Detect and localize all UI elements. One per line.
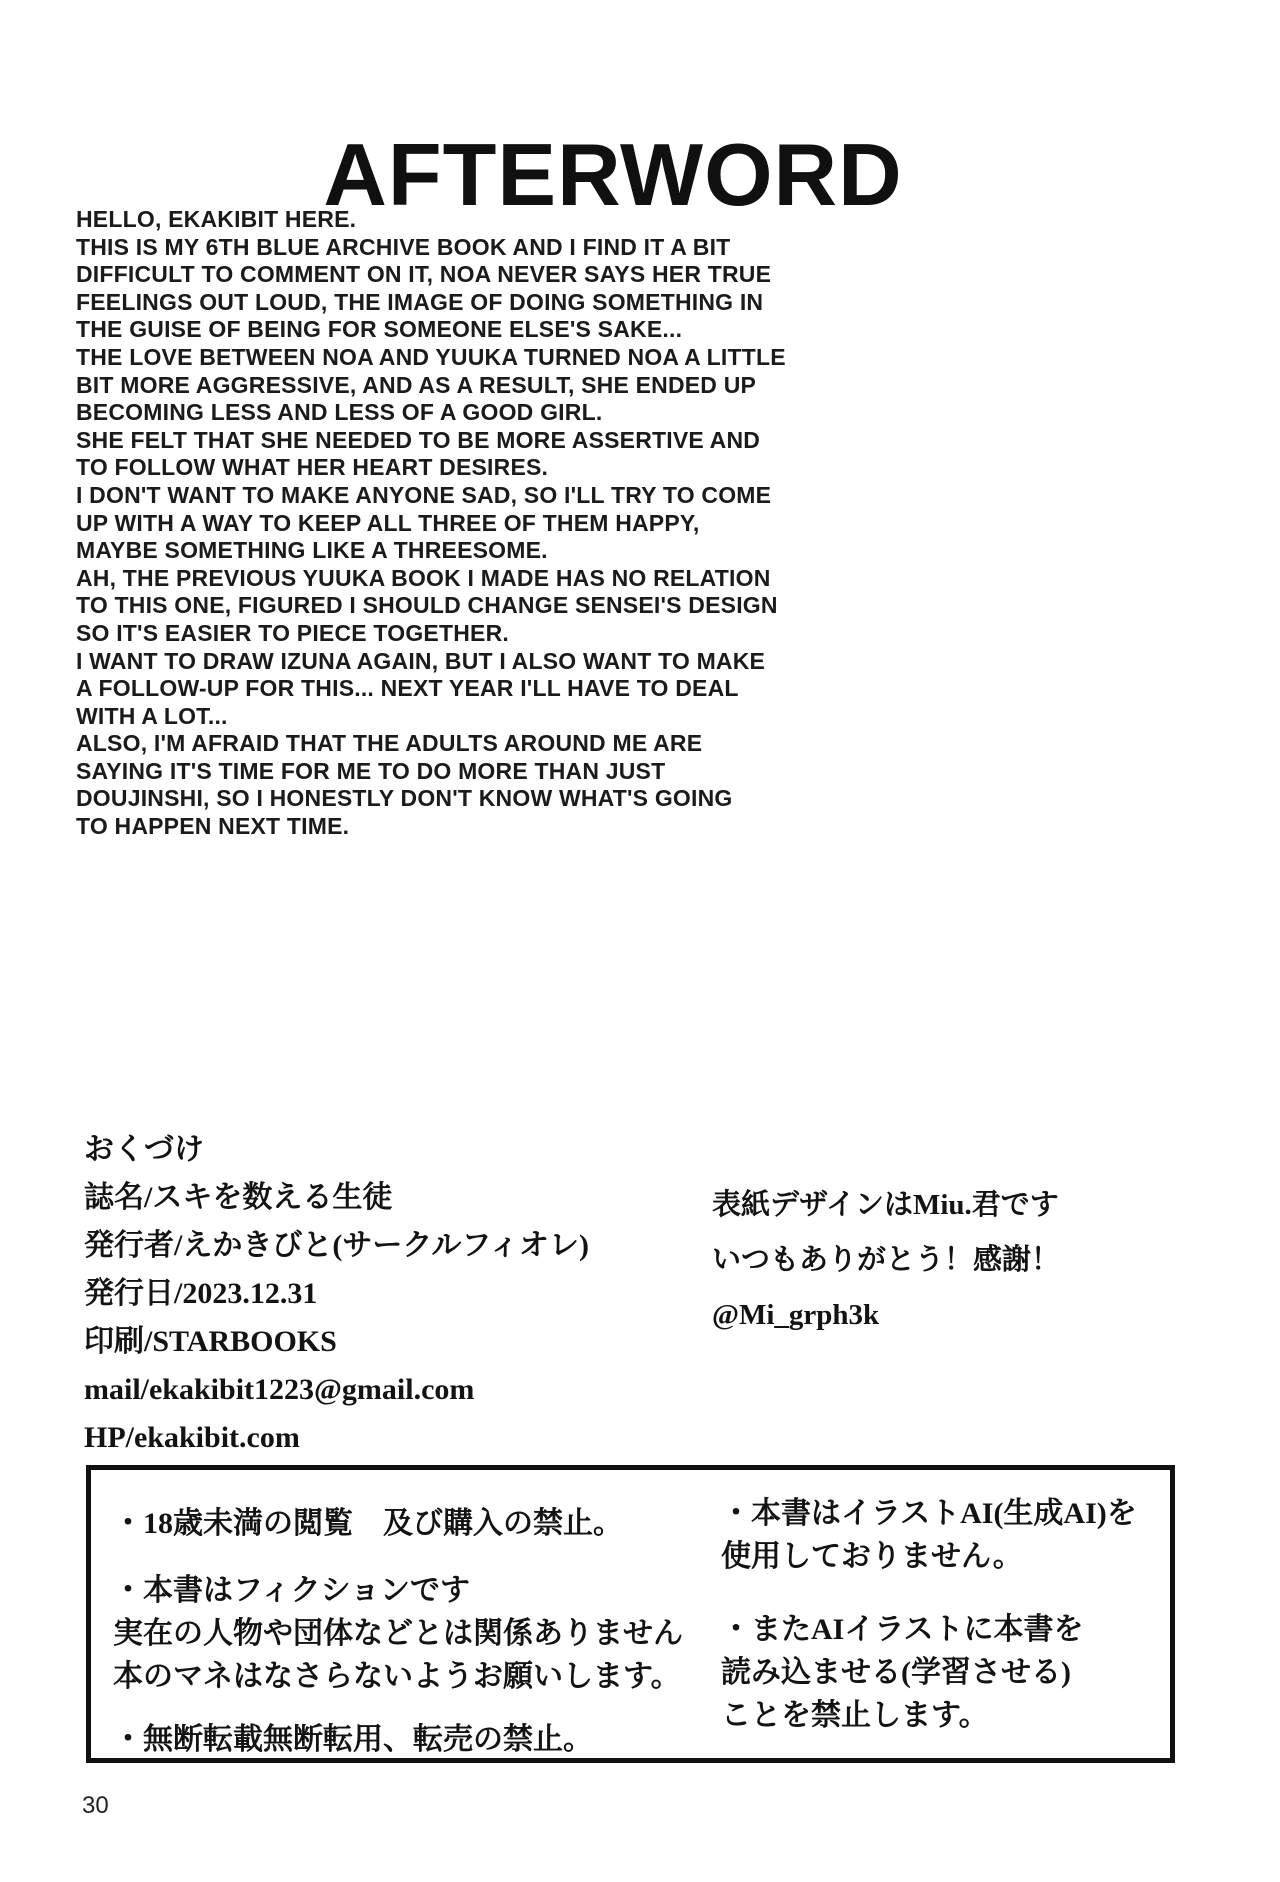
afterword-line: BIT MORE AGGRESSIVE, AND AS A RESULT, SHE ENDED UP xyxy=(76,371,757,398)
afterword-line: UP WITH A WAY TO KEEP ALL THREE OF THEM HAPPY, xyxy=(76,509,700,536)
notice-line: ことを禁止します。 xyxy=(721,1699,989,1732)
afterword-line: I DON'T WANT TO MAKE ANYONE SAD, SO I'LL TRY TO COME xyxy=(76,481,772,508)
afterword-line: THIS IS MY 6TH BLUE ARCHIVE BOOK AND I FIND IT A BIT xyxy=(76,233,731,260)
colophon-line-publisher: 発行者/えかきびと(サークルフィオレ) xyxy=(84,1229,590,1262)
afterword-line: I WANT TO DRAW IZUNA AGAIN, BUT I ALSO WANT TO MAKE xyxy=(76,647,766,674)
colophon xyxy=(84,1126,589,1462)
colophon-heading: おくづけ xyxy=(84,1133,204,1166)
afterword-text xyxy=(76,206,1136,841)
colophon-line-date: 発行日/2023.12.31 xyxy=(84,1277,318,1310)
afterword-line: HELLO, EKAKIBIT HERE. xyxy=(76,206,357,232)
colophon-line-printer: 印刷/STARBOOKS xyxy=(84,1325,337,1358)
notice-line: ・またAIイラストに本書を xyxy=(721,1613,1084,1646)
notice-line: ・18歳未満の閲覧 及び購入の禁止。 xyxy=(113,1507,623,1540)
notice-left-column xyxy=(113,1502,683,1761)
afterword-line: DIFFICULT TO COMMENT ON IT, NOA NEVER SAYS HER TRUE xyxy=(76,261,772,288)
afterword-line: AH, THE PREVIOUS YUUKA BOOK I MADE HAS NO RELATION xyxy=(76,564,771,591)
afterword-line: SHE FELT THAT SHE NEEDED TO BE MORE ASSERTIVE AND xyxy=(76,426,761,453)
afterword-line: TO FOLLOW WHAT HER HEART DESIRES. xyxy=(76,454,549,481)
afterword-line: ALSO, I'M AFRAID THAT THE ADULTS AROUND ME ARE xyxy=(76,730,703,757)
colophon-line-book-title: 誌名/スキを数える生徒 xyxy=(84,1181,393,1214)
page-title: AFTERWORD xyxy=(323,125,903,224)
afterword-line: SAYING IT'S TIME FOR ME TO DO MORE THAN JUST xyxy=(76,757,666,784)
afterword-line: TO HAPPEN NEXT TIME. xyxy=(76,813,350,840)
afterword-line: MAYBE SOMETHING LIKE A THREESOME. xyxy=(76,537,548,564)
afterword-line: THE GUISE OF BEING FOR SOMEONE ELSE'S SAKE... xyxy=(76,316,683,343)
colophon-line-homepage: HP/ekakibit.com xyxy=(84,1421,300,1454)
page-number: 30 xyxy=(82,1792,109,1819)
afterword-line: THE LOVE BETWEEN NOA AND YUUKA TURNED NOA A LITTLE xyxy=(76,343,786,370)
notice-line: 読み込ませる(学習させる) xyxy=(721,1656,1071,1689)
afterword-line: SO IT'S EASIER TO PIECE TOGETHER. xyxy=(76,619,509,646)
afterword-line: FEELINGS OUT LOUD, THE IMAGE OF DOING SOMETHING IN xyxy=(76,288,764,315)
afterword-line: TO THIS ONE, FIGURED I SHOULD CHANGE SENSEI'S DESIGN xyxy=(76,592,778,619)
notice-line: ・本書はイラストAI(生成AI)を xyxy=(721,1497,1137,1530)
cover-credit xyxy=(712,1178,1060,1343)
notice-right-column xyxy=(721,1492,1137,1737)
cover-credit-line: 表紙デザインはMiu.君です xyxy=(712,1189,1059,1221)
notice-line: 本のマネはなさらないようお願いします。 xyxy=(113,1660,681,1693)
afterword-line: A FOLLOW-UP FOR THIS... NEXT YEAR I'LL HAVE TO DEAL xyxy=(76,675,739,702)
notice-line: ・無断転載無断転用、転売の禁止。 xyxy=(113,1723,593,1756)
notice-box xyxy=(86,1465,1175,1763)
notice-line: 実在の人物や団体などとは関係ありません xyxy=(113,1617,683,1650)
cover-credit-line: いつもありがとう！感謝！ xyxy=(712,1244,1061,1276)
afterword-line: WITH A LOT... xyxy=(76,702,228,729)
notice-line: ・本書はフィクションです xyxy=(113,1574,470,1607)
afterword-line: DOUJINSHI, SO I HONESTLY DON'T KNOW WHAT'S GOING xyxy=(76,785,733,812)
notice-line: 使用しておりません。 xyxy=(721,1540,1023,1573)
afterword-line: BECOMING LESS AND LESS OF A GOOD GIRL. xyxy=(76,399,603,426)
cover-credit-handle: @Mi_grph3k xyxy=(712,1299,880,1331)
colophon-line-mail: mail/ekakibit1223@gmail.com xyxy=(84,1373,475,1406)
